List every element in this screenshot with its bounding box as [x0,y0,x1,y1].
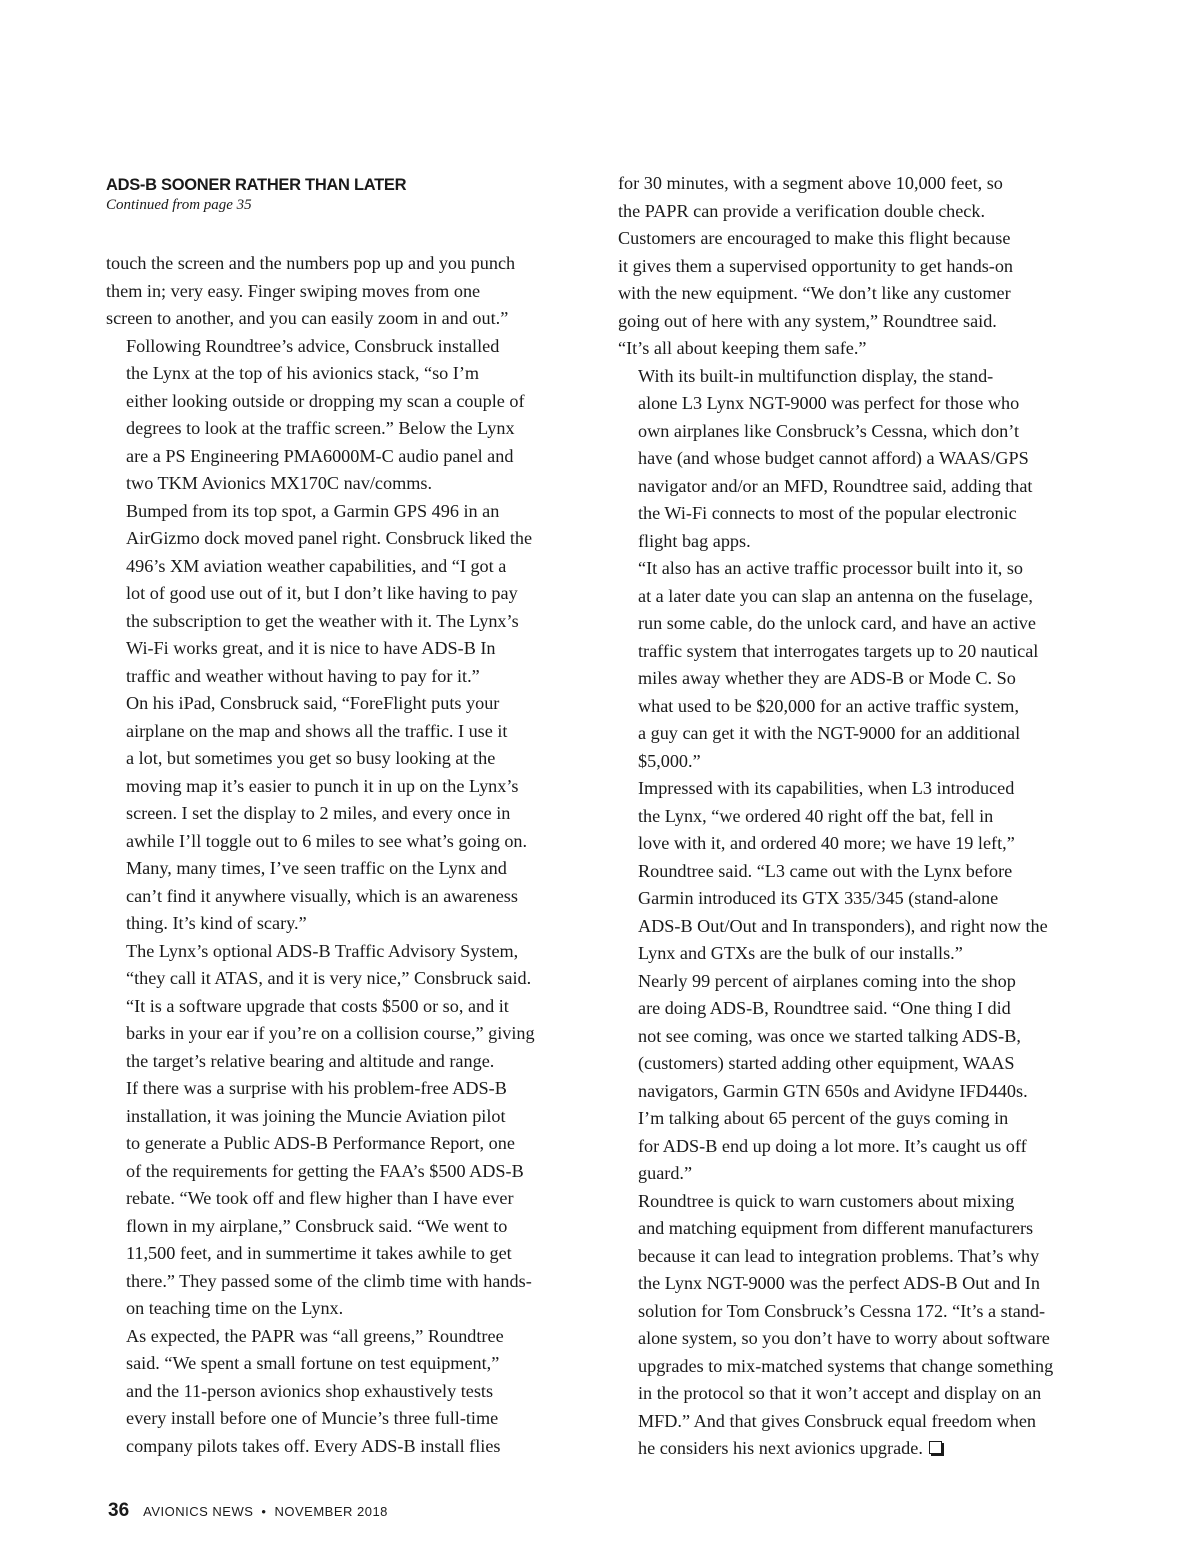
text-line: installation, it was joining the Muncie Aviation pilot [126,1105,506,1126]
text-line: navigator and/or an MFD, Roundtree said, adding that [638,475,1033,496]
text-line: have (and whose budget cannot afford) a WAAS/GPS [638,448,1029,468]
text-line: the Lynx NGT-9000 was the perfect ADS-B Out and In [638,1273,1040,1293]
text-line: on teaching time on the Lynx. [126,1298,344,1318]
text-line: (customers) started adding other equipment, WAAS [638,1053,1015,1073]
text-line: I’m talking about 65 percent of the guys coming in [638,1108,1009,1128]
text-line: the Lynx at the top of his avionics stack, “so I’m [126,363,480,383]
text-line: On his iPad, Consbruck said, “ForeFlight puts your [126,693,500,713]
text-line: love with it, and ordered 40 more; we have 19 left,” [638,833,1015,853]
text-line: for ADS-B end up doing a lot more. It’s caught us off [638,1135,1027,1156]
text-line: thing. It’s kind of scary.” [126,913,307,933]
text-line: Nearly 99 percent of airplanes coming into the shop [638,970,1016,991]
text-line: 496’s XM aviation weather capabilities, and “I got a [126,555,507,576]
ballot-box-icon [929,1441,942,1454]
paragraph [106,938,588,1076]
text-line: Following Roundtree’s advice, Consbruck installed [126,335,500,356]
continued-note: Continued from page 35 [106,197,252,213]
paragraph [106,1075,588,1323]
text-line: there.” They passed some of the climb time with hands- [126,1270,532,1291]
text-line: $5,000.” [638,750,701,771]
text-line: awhile I’ll toggle out to 6 miles to see what’s going on. [126,830,528,851]
text-line: either looking outside or dropping my scan a couple of [126,390,525,411]
text-line: “It also has an active traffic processor built into it, so [638,558,1024,578]
text-line: run some cable, do the unlock card, and have an active [638,613,1036,633]
text-line: to generate a Public ADS-B Performance Report, one [126,1133,515,1153]
text-line: are doing ADS-B, Roundtree said. “One thing I did [638,998,1011,1018]
text-line: ADS-B Out/Out and In transponders), and right now the [638,915,1048,936]
text-line: Garmin introduced its GTX 335/345 (stand-alone [638,888,999,908]
text-line: With its built-in multifunction display, the stand- [638,365,994,386]
text-line: miles away whether they are ADS-B or Mode C. So [638,668,1016,688]
text-line: the PAPR can provide a verification double check. [618,200,986,221]
text-line: can’t find it anywhere visually, which is an awareness [126,885,518,906]
text-line: at a later date you can slap an antenna on the fuselage, [638,585,1033,606]
left-column [106,250,588,1460]
paragraph [618,775,1100,968]
text-line: Roundtree is quick to warn customers about mixing [638,1190,1015,1211]
text-line: barks in your ear if you’re on a collision course,” giving [126,1023,535,1043]
text-line: for 30 minutes, with a segment above 10,000 feet, so [618,173,1003,193]
text-line: the Lynx, “we ordered 40 right off the bat, fell in [638,805,994,826]
text-line: every install before one of Muncie’s three full-time [126,1408,499,1428]
text-line: Roundtree said. “L3 came out with the Lynx before [638,860,1013,881]
text-line: touch the screen and the numbers pop up and you punch [106,253,516,273]
text-line: Wi-Fi works great, and it is nice to have ADS-B In [126,638,496,658]
paragraph [618,968,1100,1188]
text-line: of the requirements for getting the FAA’s $500 ADS-B [126,1160,524,1181]
text-line: screen to another, and you can easily zoom in and out.” [106,308,509,328]
text-line: screen. I set the display to 2 miles, and every once in [126,803,511,823]
paragraph [106,333,588,498]
paragraph [106,250,588,333]
text-line: MFD.” And that gives Consbruck equal freedom when [638,1410,1037,1431]
text-line: it gives them a supervised opportunity to get hands-on [618,255,1014,276]
text-line: Bumped from its top spot, a Garmin GPS 496 in an [126,500,500,521]
text-line: with the new equipment. “We don’t like any customer [618,283,1011,303]
text-line: degrees to look at the traffic screen.” Below the Lynx [126,418,515,438]
text-line: alone system, so you don’t have to worry about software [638,1328,1050,1348]
text-line: he considers his next avionics upgrade. [618,1435,1100,1463]
publication-name: AVIONICS NEWS [143,1504,254,1519]
text-line: alone L3 Lynx NGT-9000 was perfect for those who [638,393,1020,413]
text-line: said. “We spent a small fortune on test equipment,” [126,1353,500,1373]
text-line: 11,500 feet, and in summertime it takes awhile to get [126,1243,512,1263]
paragraph [618,170,1100,363]
text-line: Lynx and GTXs are the bulk of our installs.” [638,943,963,963]
text-line: If there was a surprise with his problem-free ADS-B [126,1078,507,1098]
text-line: a lot, but sometimes you get so busy looking at the [126,748,496,768]
paragraph [618,555,1100,775]
text-line: Impressed with its capabilities, when L3 introduced [638,778,1015,798]
text-line: own airplanes like Consbruck’s Cessna, which don’t [638,420,1020,441]
paragraph [106,1323,588,1461]
text-line: traffic and weather without having to pay for it.” [126,665,480,686]
paragraph [618,1188,1100,1463]
text-line: lot of good use out of it, but I don’t like having to pay [126,583,518,603]
text-line: and matching equipment from different manufacturers [638,1218,1034,1238]
text-line: a guy can get it with the NGT-9000 for an additional [638,723,1021,743]
paragraph [106,690,588,938]
paragraph [618,363,1100,556]
text-line: not see coming, was once we started talking ADS-B, [638,1025,1021,1046]
text-line: upgrades to mix-matched systems that change something [638,1355,1054,1376]
text-line: are a PS Engineering PMA6000M-C audio panel and [126,445,514,466]
page-footer [108,1500,388,1522]
text-line: rebate. “We took off and flew higher than I have ever [126,1188,514,1208]
text-line: “It’s all about keeping them safe.” [618,338,867,358]
text-line: AirGizmo dock moved panel right. Consbruck liked the [126,528,533,548]
text-line: The Lynx’s optional ADS-B Traffic Advisory System, [126,940,519,961]
text-line: flown in my airplane,” Consbruck said. “We went to [126,1215,508,1236]
text-line: and the 11-person avionics shop exhaustively tests [126,1380,494,1401]
issue-date: NOVEMBER 2018 [274,1504,388,1519]
text-line: the subscription to get the weather with it. The Lynx’s [126,610,519,631]
text-line: flight bag apps. [638,530,751,551]
text-line: navigators, Garmin GTN 650s and Avidyne IFD440s. [638,1080,1028,1101]
text-line: traffic system that interrogates targets up to 20 nautical [638,640,1039,661]
article-header [106,175,406,215]
text-line: what used to be $20,000 for an active traffic system, [638,695,1019,716]
footer-separator: • [261,1504,267,1519]
text-line: the target’s relative bearing and altitude and range. [126,1050,495,1071]
text-line: moving map it’s easier to punch it in up on the Lynx’s [126,775,519,796]
text-line: in the protocol so that it won’t accept and display on an [638,1383,1042,1403]
text-line: “they call it ATAS, and it is very nice,” Consbruck said. [126,968,532,988]
text-line: two TKM Avionics MX170C nav/comms. [126,473,432,493]
section-kicker: ADS-B SOONER RATHER THAN LATER [106,176,407,194]
text-line: company pilots takes off. Every ADS-B install flies [126,1435,501,1456]
text-line: “It is a software upgrade that costs $500 or so, and it [126,995,509,1016]
text-line: the Wi-Fi connects to most of the popular electronic [638,503,1017,523]
text-line: As expected, the PAPR was “all greens,” Roundtree [126,1325,504,1346]
page-number: 36 [108,1500,130,1521]
paragraph [106,498,588,691]
text-line: going out of here with any system,” Roundtree said. [618,310,997,331]
text-line: because it can lead to integration problems. That’s why [638,1245,1040,1266]
text-line: airplane on the map and shows all the traffic. I use it [126,720,508,741]
right-column [618,170,1100,1463]
text-line: guard.” [638,1163,693,1183]
text-line: them in; very easy. Finger swiping moves from one [106,280,481,301]
text-line: solution for Tom Consbruck’s Cessna 172. “It’s a stand- [638,1300,1046,1321]
text-line: Many, many times, I’ve seen traffic on the Lynx and [126,858,507,878]
text-line: Customers are encouraged to make this flight because [618,228,1011,248]
